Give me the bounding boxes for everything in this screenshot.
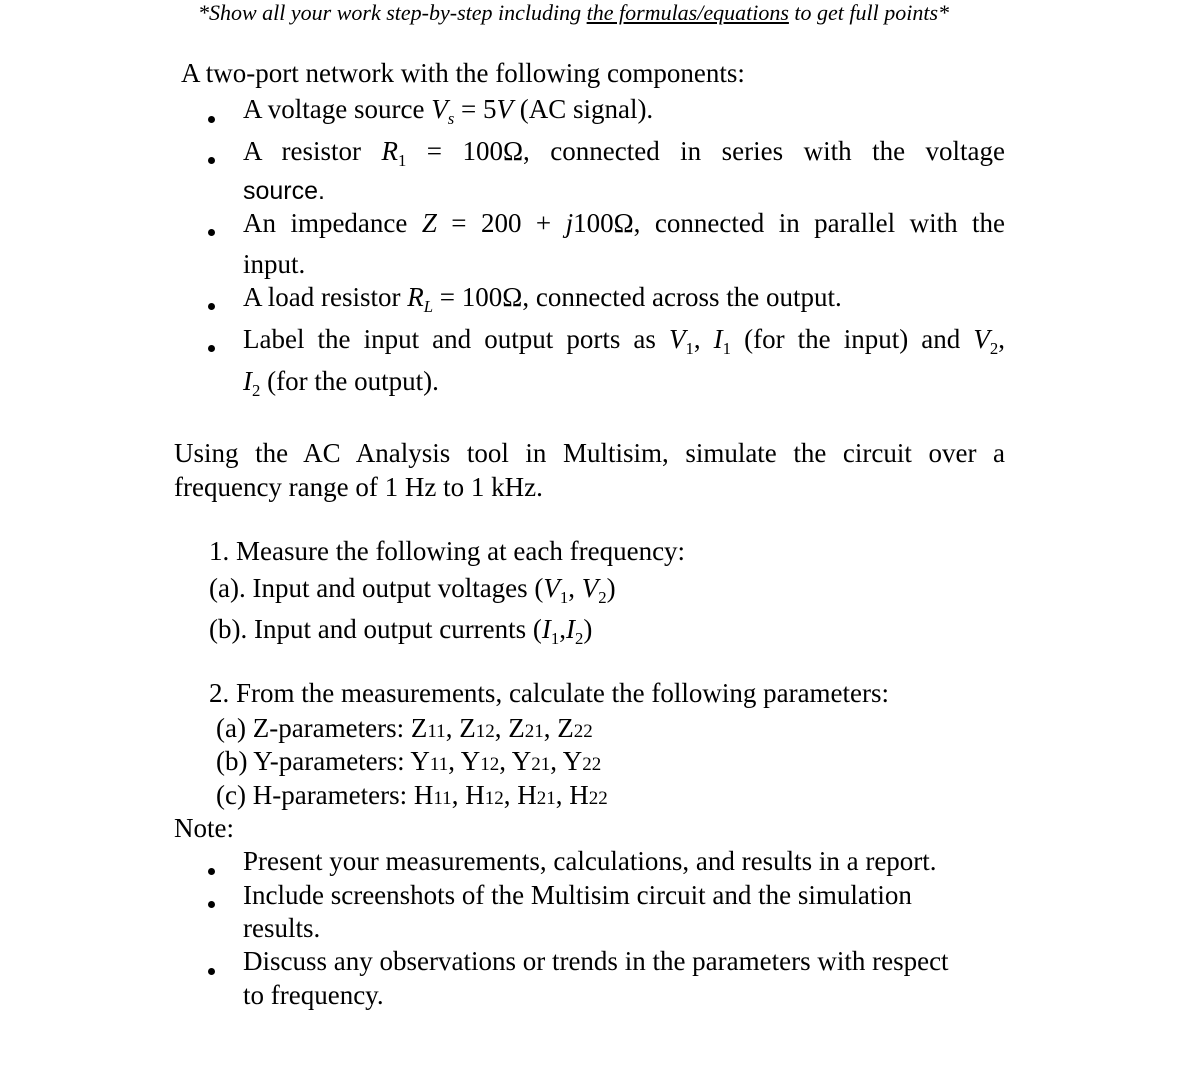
instructions-header xyxy=(198,0,949,26)
header-prefix: *Show all your work step-by-step including xyxy=(198,0,587,25)
math-vs: $V_s$ xyxy=(431,94,455,128)
component-resistor-cont: source. xyxy=(243,177,325,205)
task1-heading: 1. Measure the following at each frequency: xyxy=(209,536,686,566)
task2-h-params: (c) H-parameters: H11, H12, H21, H22 xyxy=(216,780,608,810)
note-item-discuss-cont: to frequency. xyxy=(243,980,384,1010)
note-item-report: Present your measurements, calculations, and results in a report. xyxy=(243,846,937,876)
note-item-screenshots: Include screenshots of the Multisim circuit and the simulation xyxy=(243,880,912,910)
bullet-dot xyxy=(208,116,215,123)
intro-text: A two-port network with the following components: xyxy=(181,58,745,88)
bullet-dot xyxy=(208,868,215,875)
bullet-dot xyxy=(208,968,215,975)
task1-b: (b). Input and output currents $(I_1,I_2)$ xyxy=(209,614,593,648)
task2-z-params: (a) Z-parameters: Z11, Z12, Z21, Z22 xyxy=(216,713,593,743)
bullet-dot xyxy=(208,345,215,352)
component-port-labels: Label the input and output ports as $V_1$, $I_1$ (for the input) and $V_2$, xyxy=(243,324,1005,358)
component-impedance: An impedance Z = 200 + j100Ω, connected in parallel with the xyxy=(243,208,1005,238)
task1-a: (a). Input and output voltages ($V_1$, $V_2$) xyxy=(209,573,616,607)
bullet-dot xyxy=(208,229,215,236)
note-item-discuss: Discuss any observations or trends in the parameters with respect xyxy=(243,946,949,976)
component-impedance-cont: input. xyxy=(243,249,306,279)
task2-y-params: (b) Y-parameters: Y11, Y12, Y21, Y22 xyxy=(216,746,602,776)
bullet-dot xyxy=(208,157,215,164)
analysis-line-2: frequency range of 1 Hz to 1 kHz. xyxy=(174,472,543,502)
component-load-resistor: A load resistor $R_L = 100\Omega$, connected across the output. xyxy=(243,282,842,316)
header-suffix: to get full points* xyxy=(788,0,950,25)
bullet-dot xyxy=(208,303,215,310)
analysis-line-1: Using the AC Analysis tool in Multisim, simulate the circuit over a xyxy=(174,438,1005,468)
component-resistor: A resistor $R_1 = 100\Omega$, connected in series with the voltage xyxy=(243,136,1005,170)
header-underlined: the formulas/equations xyxy=(586,0,789,25)
note-heading: Note: xyxy=(174,813,234,843)
task2-heading: 2. From the measurements, calculate the following parameters: xyxy=(209,678,890,708)
component-port-labels-cont: $I_2$ (for the output). xyxy=(243,366,439,400)
bullet-dot xyxy=(208,901,215,908)
component-voltage-source: A voltage source $V_s = 5V$ (AC signal). xyxy=(243,94,654,128)
note-item-screenshots-cont: results. xyxy=(243,913,321,943)
